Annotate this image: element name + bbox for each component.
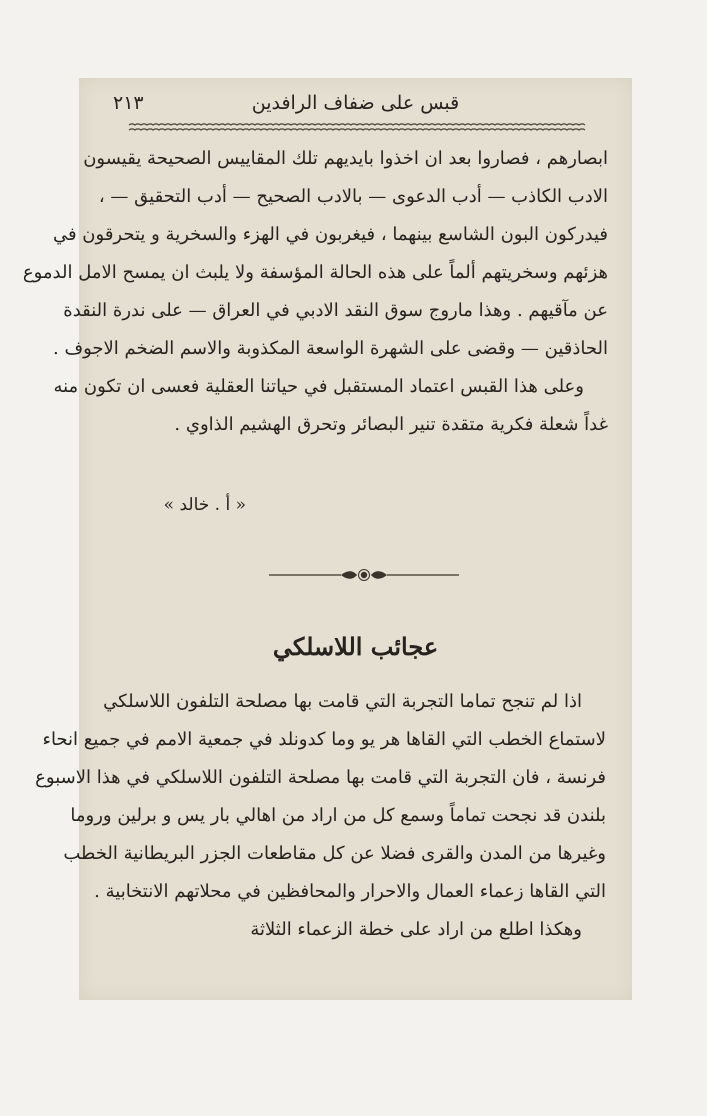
text-line: غداً شعلة فكرية متقدة تنير البصائر وتحرق الهشيم الذاوي . [174,414,608,435]
text-line: بلندن قد نجحت تماماً وسمع كل من اراد من اهالي بار يس و برلين وروما [70,805,606,826]
text-line: التي القاها زعماء العمال والاحرار والمحافظين في محلاتهم الانتخابية . [94,881,606,902]
text-line: اذا لم تنجح تماما التجربة التي قامت بها مصلحة التلفون اللاسلكي [103,691,582,712]
book-page [22,78,632,1000]
text-line: فيدركون البون الشاسع بينهما ، فيغربون في الهزء والسخرية و يتحرقون في [52,224,608,245]
section-heading: عجائب اللاسلكي [272,632,439,661]
text-line: هزئهم وسخريتهم ألماً على هذه الحالة المؤسفة ولا يلبث ان يمسح الامل الدموع [22,262,608,283]
text-line: ابصارهم ، فصاروا بعد ان اخذوا بايديهم تلك المقاييس الصحيحة يقيسون [83,148,608,169]
text-line: الادب الكاذب — أدب الدعوى — بالادب الصحيح — أدب التحقيق — ، [98,186,608,207]
page-header [101,88,610,118]
text-line: فرنسة ، فان التجربة التي قامت بها مصلحة التلفون اللاسلكي في هذا الاسبوع [35,767,606,788]
wavy-rule-divider [129,121,582,133]
ornament-divider [269,568,459,582]
running-title: قبس على ضفاف الرافدين [251,92,460,114]
text-line: وغيرها من المدن والقرى فضلا عن كل مقاطعات الجزر البريطانية الخطب [63,843,606,864]
news-article [35,683,606,949]
text-line: لاستماع الخطب التي القاها هر يو وما كدونلد في جمعية الامم في جميع انحاء [42,729,606,750]
text-line: عن مآقيهم . وهذا ماروج سوق النقد الادبي في العراق — على ندرة النقدة [63,300,608,321]
article-continuation [22,140,608,444]
text-line: الحاذقين — وقضى على الشهرة الواسعة المكذوبة والاسم الضخم الاجوف . [53,338,608,359]
page-number: ٢١٣ [113,92,144,114]
text-line: وهكذا اطلع من اراد على خطة الزعماء الثلاثة [250,919,582,940]
text-line: وعلى هذا القبس اعتماد المستقبل في حياتنا العقلية فعسى ان تكون منه [53,376,584,397]
author-signature: « أ . خالد » [163,495,246,515]
